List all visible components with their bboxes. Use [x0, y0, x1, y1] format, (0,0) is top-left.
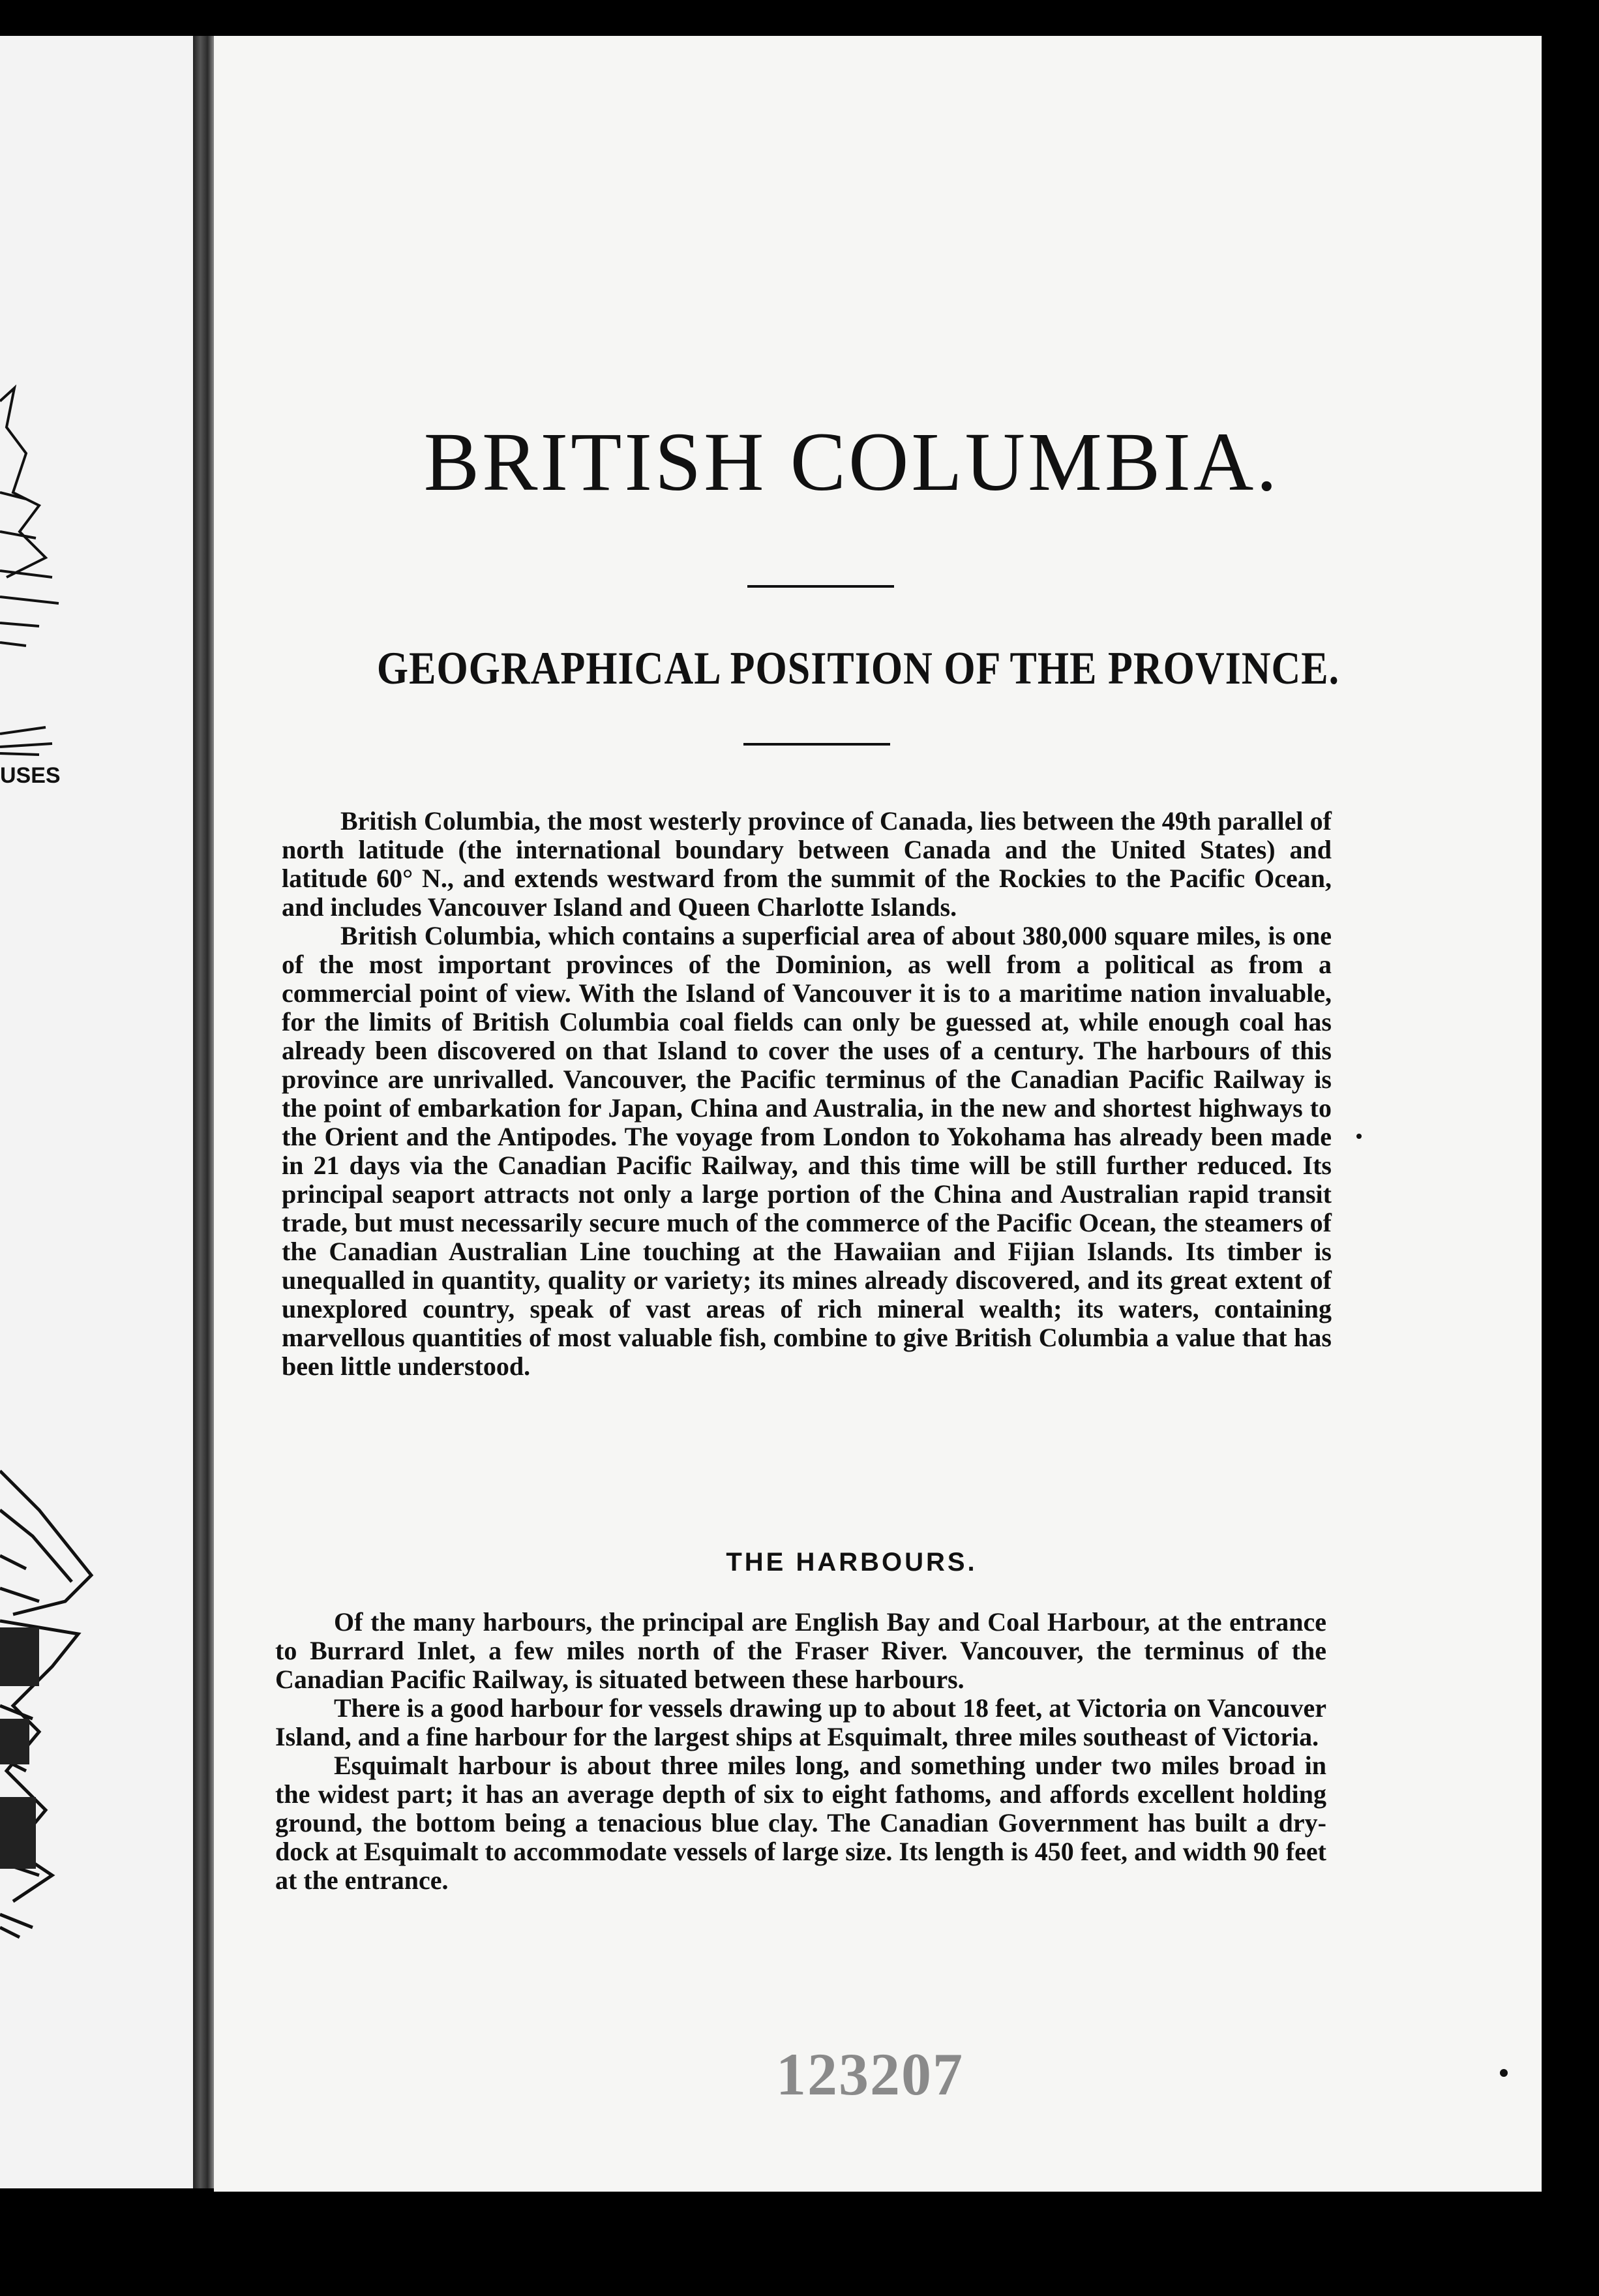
speck-mark — [1356, 1134, 1362, 1139]
harbours-paragraph: Esquimalt harbour is about three miles long, and something under two miles broad in the widest part; it has an average depth of six to eight fathoms, and affords excellent holding ground, the bottom being a tenacious blue clay. The Canadian Government has built a dry-dock at Esquimalt to accommodate vessels of large size. Its length is 450 feet, and width 90 feet at the entrance. — [275, 1751, 1326, 1895]
intro-paragraph: British Columbia, the most westerly province of Canada, lies between the 49th parallel of north latitude (the international boundary between Canada and the United States) and latitude 60° N., and extends westward from the summit of the Rockies to the Pacific Ocean, and includes Vancouver Island and Queen Charlotte Islands. — [282, 806, 1332, 922]
subtitle-divider — [743, 743, 890, 746]
facing-page-label: USES — [0, 763, 61, 788]
page-title: BRITISH COLUMBIA. — [423, 415, 1280, 508]
speck-mark — [1500, 2069, 1508, 2077]
section-heading-harbours: THE HARBOURS. — [726, 1548, 978, 1577]
engraving-fragment-icon — [0, 36, 193, 2188]
book-gutter — [193, 36, 214, 2188]
accession-stamp: 123207 — [776, 2041, 964, 2107]
harbours-paragraph: Of the many harbours, the principal are English Bay and Coal Harbour, at the entrance to Burrard Inlet, a few miles north of the Fraser River. Vancouver, the terminus of the Canadian Pacific Railway, is situated between these harbours. — [275, 1607, 1326, 1694]
facing-page-fragment — [0, 36, 193, 2188]
intro-paragraph: British Columbia, which contains a superficial area of about 380,000 square miles, is one of the most important provinces of the Dominion, as well from a political as from a commercial point of view. With the Island of Vancouver it is to a maritime nation invaluable, for the limits of British Columbia coal fields can only be guessed at, while enough coal has already been discovered on that Island to cover the uses of a century. The harbours of this province are unrivalled. Vancouver, the Pacific terminus of the Canadian Pacific Railway is the point of embarkation for Japan, China and Australia, in the new and shortest highways to the Orient and the Antipodes. The voyage from London to Yokohama has already been made in 21 days via the Canadian Pacific Railway, and this time will be still further reduced. Its principal seaport attracts not only a large portion of the China and Australian rapid transit trade, but must necessarily secure much of the commerce of the Pacific Ocean, the steamers of the Canadian Australian Line touching at the Hawaiian and Fijian Islands. Its timber is unequalled in quantity, quality or variety; its mines already discovered, and its great extent of unexplored country, speak of vast areas of rich mineral wealth; its waters, containing marvellous quantities of most valuable fish, combine to give British Columbia a value that has been little understood. — [282, 921, 1332, 1381]
harbours-section — [275, 1608, 1326, 1895]
document-page — [214, 36, 1542, 2192]
title-divider — [747, 585, 894, 588]
harbours-paragraph: There is a good harbour for vessels drawing up to about 18 feet, at Victoria on Vancouver Island, and a fine harbour for the largest ships at Esquimalt, three miles southeast of Victoria. — [275, 1693, 1326, 1751]
intro-section — [282, 807, 1332, 1381]
page-subtitle: GEOGRAPHICAL POSITION OF THE PROVINCE. — [376, 642, 1340, 695]
